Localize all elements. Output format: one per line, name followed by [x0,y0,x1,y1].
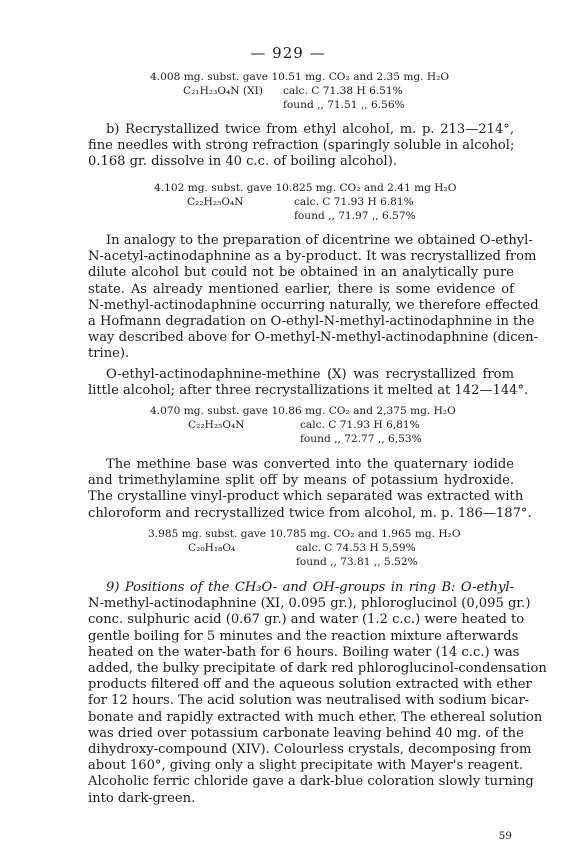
analysis-block-2 [154,181,456,223]
text-line: N-acetyl-actinodaphnine as a by-product. It was recrystallized from [88,249,537,265]
text-line: dilute alcohol but could not be obtained in an analytically pure [88,265,514,281]
text-line: 0.168 gr. dissolve in 40 c.c. of boiling alcohol). [88,154,398,170]
text-line: heated on the water-bath for 6 hours. Boiling water (14 c.c.) was [88,644,520,660]
analysis-formula: C₂₂H₂₅O₄N [187,196,244,208]
analysis-calc: calc. C 71.38 H 6.51% [283,85,403,97]
text-line: added, the bulky precipitate of dark red phloroglucinol-condensation [88,661,547,677]
page-number: — 929 — [250,44,326,62]
text-line: trine). [88,346,130,362]
text-line: chloroform and recrystallized twice from alcohol, m. p. 186—187°. [88,505,532,521]
text-line: into dark-green. [88,790,196,806]
analysis-formula: C₂₀H₁₈O₄ [188,542,236,554]
text-line: little alcohol; after three recrystallizations it melted at 142—144°. [88,383,529,399]
analysis-line: 4.102 mg. subst. gave 10.825 mg. CO₂ and 2.41 mg H₂O [154,182,457,194]
section-heading-line [88,580,514,596]
text-line: conc. sulphuric acid (0.67 gr.) and water (1.2 c.c.) were heated to [88,612,525,628]
analysis-block-1 [150,70,449,112]
analysis-line: 4.070 mg. subst. gave 10.86 mg. CO₂ and 2,375 mg. H₂O [150,405,456,417]
analysis-formula: C₂₁H₂₃O₄N (XI) [183,85,263,97]
text-line: products filtered off and the aqueous solution extracted with ether [88,677,532,693]
paragraph-analogy [88,233,539,363]
text-line: bonate and rapidly extracted with much ether. The ethereal solution [88,709,543,725]
text-line: b) Recrystallized twice from ethyl alcohol, m. p. 213—214°, [106,122,514,137]
paragraph-recrystallized [88,122,514,171]
text-line: In analogy to the preparation of dicentrine we obtained O-ethyl- [106,233,533,248]
paragraph-section-9 [88,580,547,807]
text-line: way described above for O-methyl-N-methyl-actinodaphnine (dicen- [88,330,539,346]
analysis-found: found ,, 72.77 ,, 6,53% [300,433,422,445]
analysis-calc: calc. C 71.93 H 6.81% [294,196,414,208]
analysis-block-3 [150,404,456,446]
text-line: state. As already mentioned earlier, there is some evidence of [88,281,514,297]
text-line: fine needles with strong refraction (sparingly soluble in alcohol; [88,138,515,154]
text-line: N-methyl-actinodaphnine (XI, 0.095 gr.), phloroglucinol (0,095 gr.) [88,596,531,612]
analysis-block-4 [148,527,461,569]
text-line: The crystalline vinyl-product which separated was extracted with [88,489,524,505]
analysis-calc: calc. C 74.53 H 5,59% [296,542,416,554]
sheet-number: 59 [498,830,512,842]
text-line: Alcoholic ferric chloride gave a dark-blue coloration slowly turning [88,774,534,790]
analysis-calc: calc. C 71.93 H 6,81% [300,419,420,431]
analysis-line: 4.008 mg. subst. gave 10.51 mg. CO₂ and 2.35 mg. H₂O [150,71,450,83]
text-line: about 160°, giving only a slight precipitate with Mayer's reagent. [88,758,524,774]
text-line: gentle boiling for 5 minutes and the reaction mixture afterwards [88,628,519,644]
text-line: and trimethylamine split off by means of potassium hydroxide. [88,473,514,489]
text-line: a Hofmann degradation on O-ethyl-N-methyl-actinodaphnine in the [88,314,535,330]
text-line: for 12 hours. The acid solution was neutralised with sodium bicar- [88,693,530,709]
text-line: N-methyl-actinodaphnine occurring naturally, we therefore effected [88,297,539,313]
text-line: The methine base was converted into the quaternary iodide [106,457,514,472]
paragraph-methine [88,367,529,399]
analysis-line: 3.985 mg. subst. gave 10.785 mg. CO₂ and 1.965 mg. H₂O [148,528,461,540]
analysis-formula: C₂₂H₂₅O₄N [188,419,245,431]
text-line: O-ethyl-actinodaphnine-methine (X) was recrystallized from [106,367,514,382]
analysis-found: found ,, 73.81 ,, 5.52% [296,556,418,568]
section-heading: 9) Positions of the CH₃O- and OH-groups in ring B: O-ethyl- [106,580,514,595]
text-line: was dried over potassium carbonate leaving behind 40 mg. of the [88,725,524,741]
text-line: dihydroxy-compound (XIV). Colourless crystals, decomposing from [88,742,532,758]
analysis-found: found ,, 71.97 ,, 6.57% [294,210,416,222]
paragraph-methine-base [88,457,532,522]
analysis-found: found ,, 71.51 ,, 6.56% [283,99,405,111]
